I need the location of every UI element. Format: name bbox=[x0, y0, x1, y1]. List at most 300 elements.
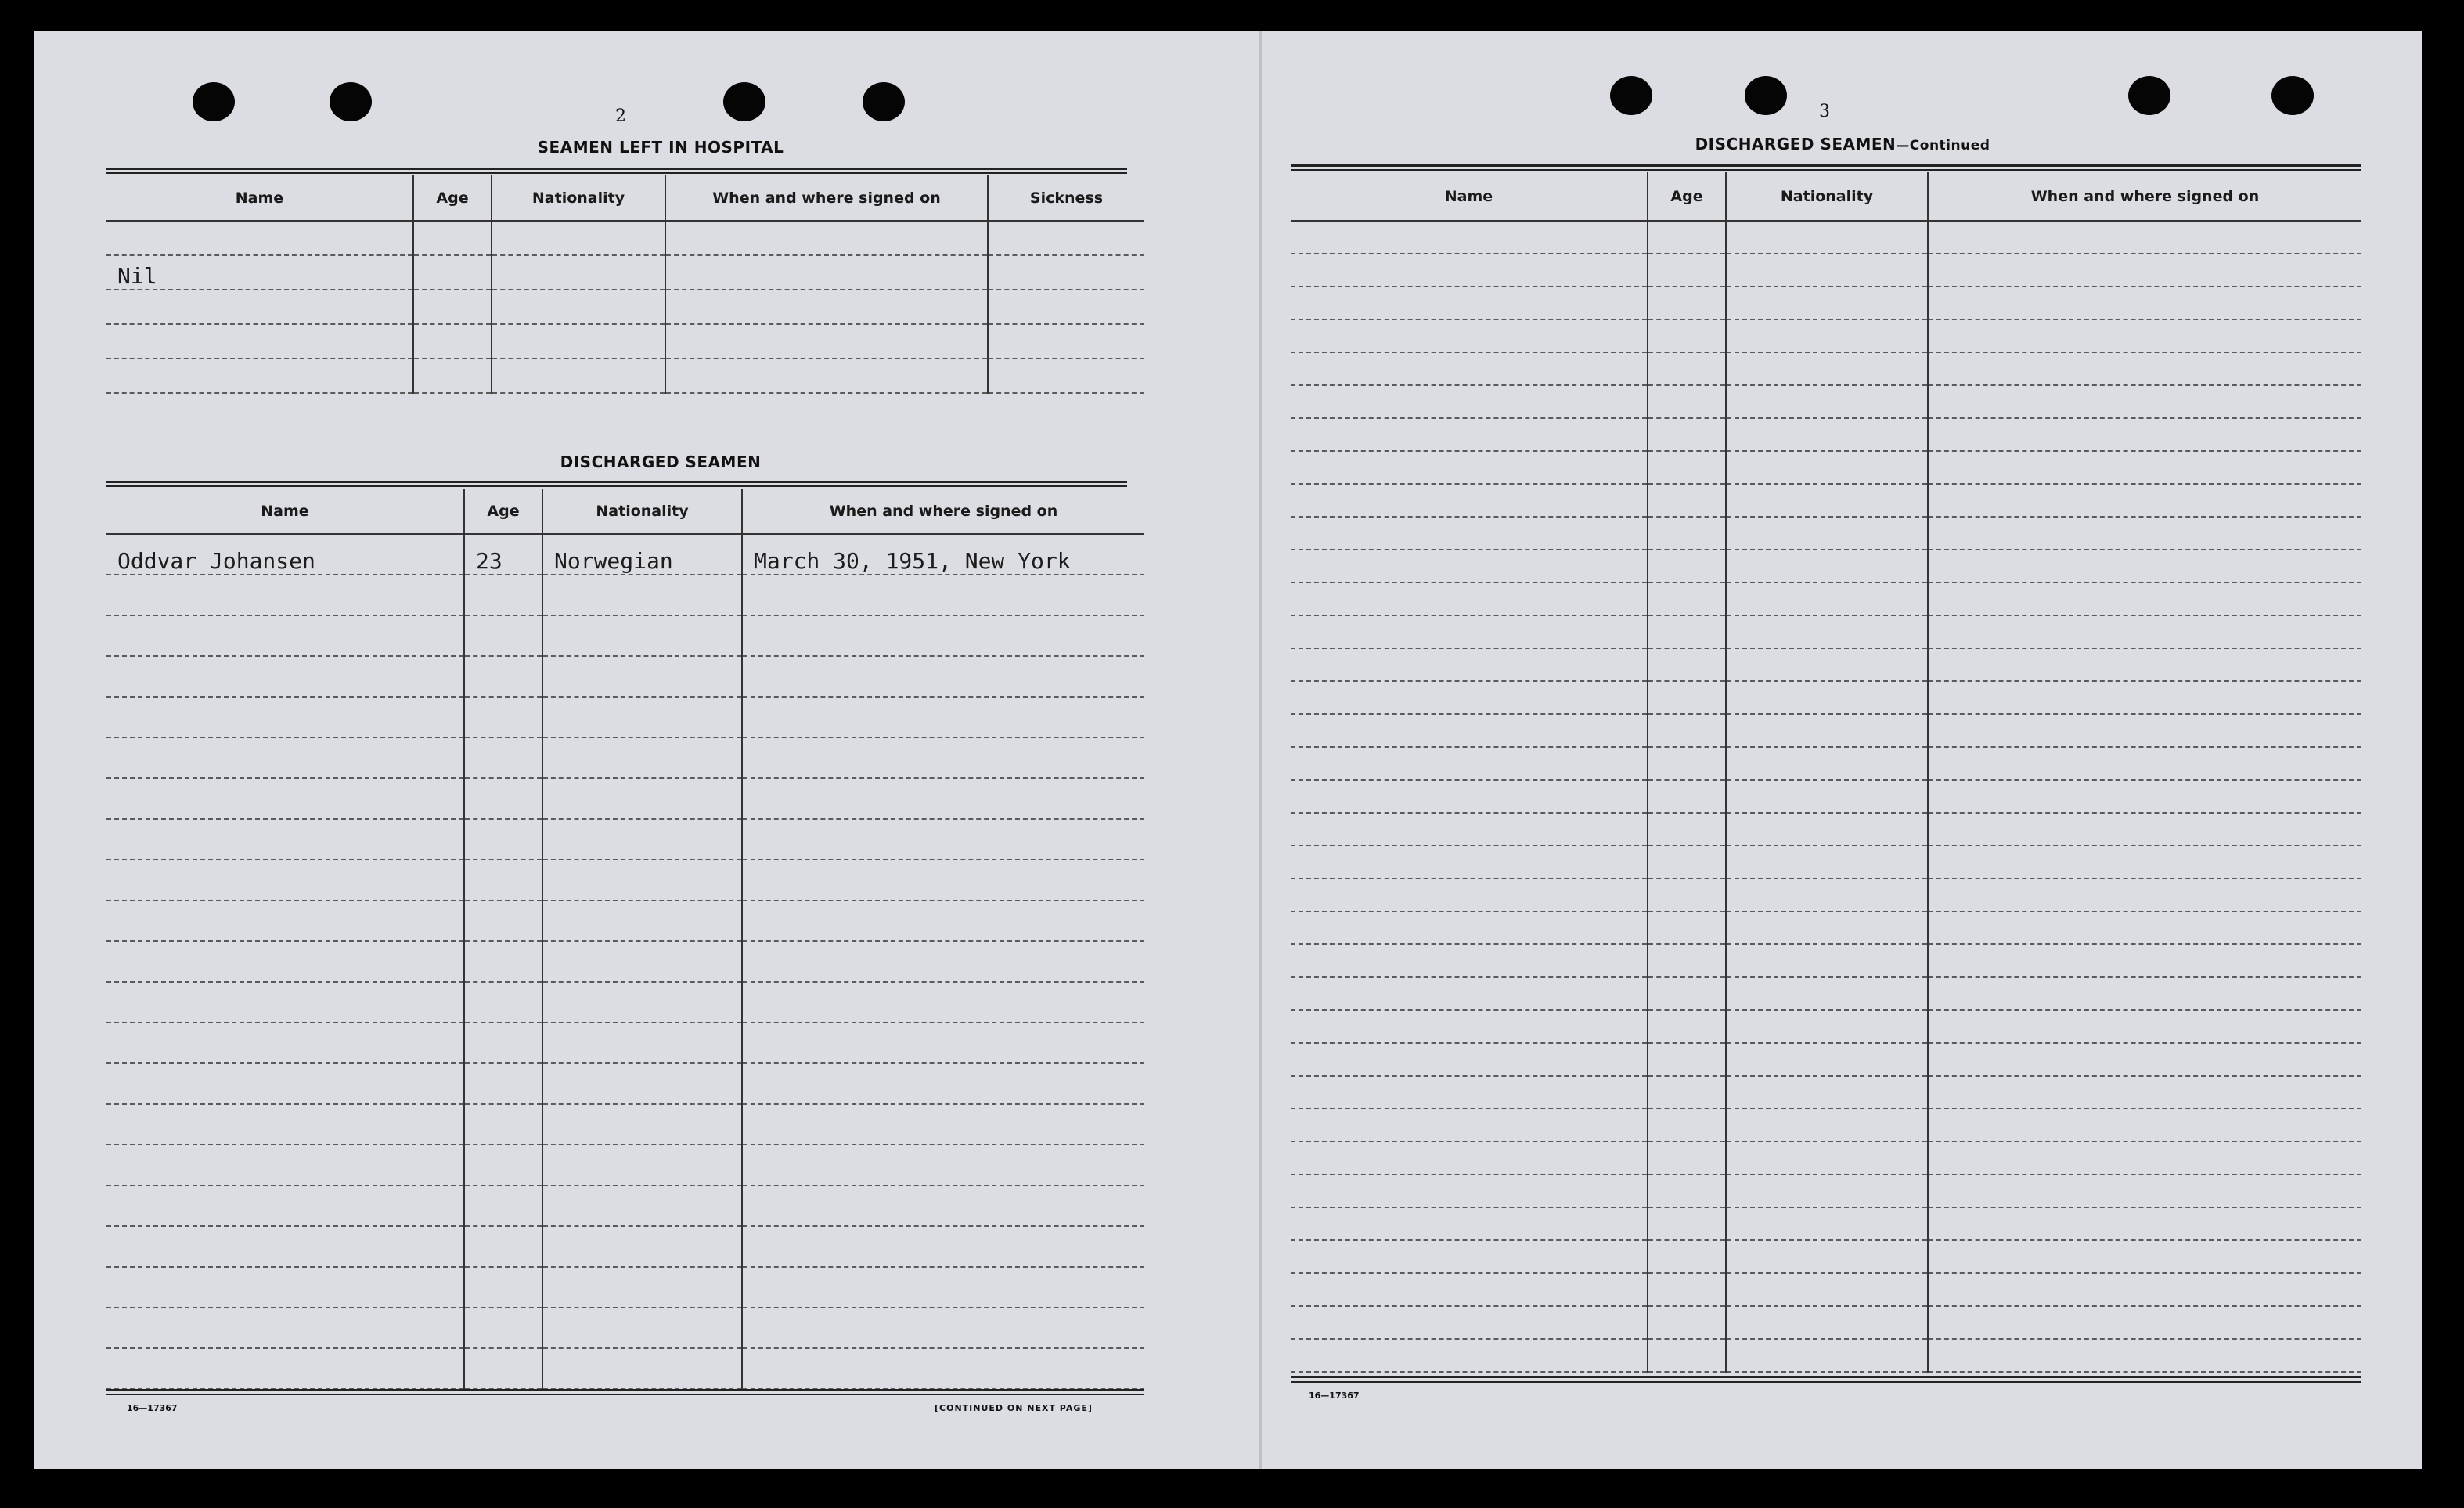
table-cell bbox=[542, 860, 742, 900]
discharged-section-title: DISCHARGED SEAMEN bbox=[560, 453, 762, 471]
table-cell bbox=[542, 1185, 742, 1226]
table-cell bbox=[106, 778, 464, 819]
table-cell bbox=[106, 1226, 464, 1267]
table-cell bbox=[742, 697, 1144, 738]
table-row bbox=[1291, 846, 2361, 878]
table-cell bbox=[1726, 615, 1928, 648]
table-cell bbox=[1726, 287, 1928, 319]
table-cell bbox=[542, 1063, 742, 1104]
table-cell bbox=[988, 255, 1144, 290]
table-row bbox=[1291, 1273, 2361, 1306]
table-cell bbox=[1648, 254, 1726, 287]
table-cell bbox=[1928, 911, 2361, 944]
table-cell bbox=[742, 615, 1144, 656]
continued-top-rule bbox=[1291, 164, 2361, 171]
table-cell bbox=[1291, 813, 1648, 846]
table-cell bbox=[742, 1104, 1144, 1145]
table-row bbox=[106, 982, 1144, 1023]
table-cell bbox=[542, 941, 742, 982]
continued-suffix: —Continued bbox=[1896, 138, 1990, 153]
table-cell bbox=[742, 1185, 1144, 1226]
table-cell bbox=[542, 1023, 742, 1063]
table-row bbox=[106, 900, 1144, 941]
discharged-top-rule bbox=[106, 481, 1127, 487]
table-cell bbox=[1648, 287, 1726, 319]
table-row bbox=[1291, 221, 2361, 254]
table-cell bbox=[1928, 714, 2361, 747]
table-cell bbox=[1648, 813, 1726, 846]
table-cell: Norwegian bbox=[542, 534, 742, 575]
table-cell bbox=[1726, 1076, 1928, 1109]
table-cell bbox=[1648, 977, 1726, 1010]
table-row bbox=[1291, 1109, 2361, 1142]
table-cell bbox=[464, 1308, 542, 1348]
table-cell bbox=[1648, 1207, 1726, 1240]
table-row bbox=[1291, 615, 2361, 648]
table-cell: 23 bbox=[464, 534, 542, 575]
table-cell bbox=[492, 359, 665, 393]
table-cell bbox=[1648, 747, 1726, 780]
table-cell bbox=[542, 656, 742, 697]
table-row bbox=[106, 290, 1144, 324]
table-cell bbox=[464, 575, 542, 615]
table-cell bbox=[1648, 484, 1726, 517]
table-cell bbox=[1648, 1273, 1726, 1306]
table-cell bbox=[106, 359, 413, 393]
table-cell bbox=[1291, 451, 1648, 484]
table-cell bbox=[1648, 648, 1726, 681]
table-row bbox=[1291, 1174, 2361, 1207]
table-row bbox=[1291, 681, 2361, 714]
table-cell bbox=[1291, 319, 1648, 352]
table-cell bbox=[413, 324, 492, 359]
table-cell bbox=[106, 615, 464, 656]
table-row bbox=[1291, 484, 2361, 517]
discharged-continued-title bbox=[1584, 135, 2101, 153]
column-header-name: Name bbox=[106, 489, 464, 534]
bottom-rule-left bbox=[106, 1389, 1144, 1395]
table-cell bbox=[464, 1104, 542, 1145]
table-cell bbox=[1291, 385, 1648, 418]
table-cell bbox=[742, 860, 1144, 900]
table-cell bbox=[464, 1023, 542, 1063]
table-row bbox=[1291, 813, 2361, 846]
table-row bbox=[106, 534, 1144, 575]
table-row bbox=[106, 738, 1144, 778]
table-cell bbox=[542, 819, 742, 860]
table-row bbox=[1291, 517, 2361, 550]
table-cell bbox=[1291, 1339, 1648, 1372]
table-cell bbox=[742, 941, 1144, 982]
table-cell bbox=[1291, 714, 1648, 747]
table-cell bbox=[492, 290, 665, 324]
table-row bbox=[1291, 1306, 2361, 1339]
table-row bbox=[1291, 878, 2361, 911]
table-cell bbox=[542, 1267, 742, 1308]
table-cell bbox=[1928, 1207, 2361, 1240]
table-cell bbox=[1928, 1043, 2361, 1076]
table-row bbox=[1291, 977, 2361, 1010]
table-cell bbox=[665, 290, 988, 324]
table-cell bbox=[464, 1226, 542, 1267]
table-cell bbox=[665, 221, 988, 255]
table-cell bbox=[1648, 1306, 1726, 1339]
table-row bbox=[1291, 944, 2361, 977]
table-cell bbox=[1648, 1142, 1726, 1174]
table-row bbox=[1291, 254, 2361, 287]
table-cell bbox=[1928, 878, 2361, 911]
table-row bbox=[106, 255, 1144, 290]
table-cell bbox=[1726, 484, 1928, 517]
punch-hole bbox=[723, 82, 765, 121]
table-cell bbox=[1726, 1142, 1928, 1174]
table-row bbox=[106, 819, 1144, 860]
table-cell bbox=[542, 738, 742, 778]
table-cell bbox=[1928, 1240, 2361, 1273]
table-cell bbox=[106, 1145, 464, 1185]
table-row bbox=[1291, 1339, 2361, 1372]
table-row bbox=[106, 221, 1144, 255]
table-row bbox=[1291, 911, 2361, 944]
table-cell bbox=[988, 221, 1144, 255]
table-row bbox=[106, 1348, 1144, 1389]
table-cell bbox=[1648, 1109, 1726, 1142]
table-row bbox=[106, 1308, 1144, 1348]
table-cell bbox=[542, 697, 742, 738]
table-cell bbox=[1648, 1076, 1726, 1109]
table-cell bbox=[1291, 1240, 1648, 1273]
table-cell bbox=[106, 1185, 464, 1226]
table-cell bbox=[106, 819, 464, 860]
table-cell bbox=[1928, 944, 2361, 977]
table-cell bbox=[1291, 418, 1648, 451]
table-cell bbox=[742, 656, 1144, 697]
table-cell bbox=[1291, 747, 1648, 780]
table-cell bbox=[492, 255, 665, 290]
table-row bbox=[1291, 385, 2361, 418]
table-cell bbox=[106, 738, 464, 778]
table-cell bbox=[542, 1145, 742, 1185]
column-header-age: Age bbox=[1648, 172, 1726, 221]
table-cell bbox=[1648, 352, 1726, 385]
table-cell bbox=[1726, 977, 1928, 1010]
table-cell bbox=[106, 697, 464, 738]
table-cell bbox=[106, 1104, 464, 1145]
column-header-signed-on: When and where signed on bbox=[742, 489, 1144, 534]
table-cell bbox=[742, 1023, 1144, 1063]
table-cell bbox=[106, 900, 464, 941]
table-cell bbox=[665, 255, 988, 290]
table-cell bbox=[1928, 1174, 2361, 1207]
table-cell bbox=[542, 1104, 742, 1145]
table-cell bbox=[1648, 681, 1726, 714]
table-cell bbox=[1928, 221, 2361, 254]
table-row bbox=[1291, 780, 2361, 813]
table-cell bbox=[1928, 1273, 2361, 1306]
bottom-rule-right bbox=[1291, 1376, 2361, 1383]
hospital-section-title: SEAMEN LEFT IN HOSPITAL bbox=[537, 138, 784, 157]
table-row bbox=[1291, 583, 2361, 615]
table-cell bbox=[106, 982, 464, 1023]
table-cell bbox=[1928, 681, 2361, 714]
table-cell bbox=[542, 982, 742, 1023]
table-cell bbox=[1648, 418, 1726, 451]
table-cell bbox=[1648, 1174, 1726, 1207]
table-cell bbox=[1648, 1240, 1726, 1273]
table-row bbox=[1291, 1142, 2361, 1174]
table-row bbox=[106, 575, 1144, 615]
column-header-name: Name bbox=[106, 175, 413, 221]
table-row bbox=[1291, 1076, 2361, 1109]
table-cell bbox=[464, 1145, 542, 1185]
table-cell bbox=[1726, 254, 1928, 287]
table-row bbox=[106, 1104, 1144, 1145]
table-cell bbox=[106, 290, 413, 324]
table-cell bbox=[464, 860, 542, 900]
table-cell bbox=[1928, 254, 2361, 287]
table-row bbox=[106, 324, 1144, 359]
table-cell bbox=[464, 982, 542, 1023]
table-cell bbox=[1291, 846, 1648, 878]
table-cell bbox=[1291, 1174, 1648, 1207]
table-cell: Oddvar Johansen bbox=[106, 534, 464, 575]
table-cell bbox=[106, 1348, 464, 1389]
page-number-right: 3 bbox=[1819, 102, 1830, 121]
table-cell bbox=[988, 324, 1144, 359]
table-cell bbox=[742, 982, 1144, 1023]
table-cell bbox=[1726, 1273, 1928, 1306]
table-cell bbox=[1291, 878, 1648, 911]
column-header-signed-on: When and where signed on bbox=[1928, 172, 2361, 221]
table-cell bbox=[1648, 385, 1726, 418]
table-cell bbox=[1291, 1010, 1648, 1043]
table-cell bbox=[1291, 221, 1648, 254]
table-cell bbox=[1726, 747, 1928, 780]
table-cell bbox=[988, 359, 1144, 393]
table-row bbox=[1291, 352, 2361, 385]
table-row bbox=[106, 1023, 1144, 1063]
table-cell bbox=[1648, 517, 1726, 550]
table-cell bbox=[464, 778, 542, 819]
table-row bbox=[1291, 287, 2361, 319]
punch-hole bbox=[863, 82, 905, 121]
table-cell bbox=[542, 1308, 742, 1348]
table-cell bbox=[106, 221, 413, 255]
table-cell bbox=[1726, 385, 1928, 418]
table-row bbox=[106, 359, 1144, 393]
table-cell bbox=[1648, 583, 1726, 615]
punch-hole bbox=[1610, 76, 1652, 115]
table-cell bbox=[542, 615, 742, 656]
table-cell bbox=[1291, 583, 1648, 615]
table-cell bbox=[492, 324, 665, 359]
punch-hole bbox=[330, 82, 372, 121]
table-cell bbox=[464, 697, 542, 738]
hospital-table bbox=[106, 175, 1144, 394]
table-cell bbox=[106, 1267, 464, 1308]
table-cell bbox=[106, 575, 464, 615]
table-cell bbox=[106, 1308, 464, 1348]
table-cell bbox=[413, 290, 492, 324]
table-cell bbox=[1726, 813, 1928, 846]
form-number-right: 16—17367 bbox=[1309, 1391, 1360, 1401]
table-cell bbox=[742, 1226, 1144, 1267]
table-row bbox=[1291, 319, 2361, 352]
table-cell bbox=[1648, 714, 1726, 747]
table-cell bbox=[413, 359, 492, 393]
column-header-age: Age bbox=[413, 175, 492, 221]
table-cell bbox=[1648, 878, 1726, 911]
table-cell bbox=[1726, 944, 1928, 977]
table-cell bbox=[1648, 1339, 1726, 1372]
table-cell bbox=[413, 221, 492, 255]
document-sheet bbox=[34, 31, 2422, 1469]
table-row bbox=[106, 860, 1144, 900]
table-cell bbox=[1928, 846, 2361, 878]
table-cell bbox=[1928, 352, 2361, 385]
column-header-name: Name bbox=[1291, 172, 1648, 221]
table-row bbox=[106, 1145, 1144, 1185]
column-header-age: Age bbox=[464, 489, 542, 534]
table-cell bbox=[1648, 911, 1726, 944]
table-cell bbox=[1726, 911, 1928, 944]
table-cell bbox=[742, 1063, 1144, 1104]
table-cell bbox=[464, 738, 542, 778]
table-cell bbox=[1928, 747, 2361, 780]
table-cell bbox=[1648, 1043, 1726, 1076]
table-cell bbox=[1928, 1339, 2361, 1372]
table-cell bbox=[1928, 813, 2361, 846]
table-cell bbox=[1648, 846, 1726, 878]
column-header-signed-on: When and where signed on bbox=[665, 175, 988, 221]
table-cell bbox=[1726, 648, 1928, 681]
table-row bbox=[106, 1267, 1144, 1308]
table-cell bbox=[1291, 1207, 1648, 1240]
table-cell bbox=[1726, 1043, 1928, 1076]
column-header-nationality: Nationality bbox=[542, 489, 742, 534]
table-cell bbox=[1726, 780, 1928, 813]
table-cell bbox=[1726, 1174, 1928, 1207]
table-row bbox=[106, 941, 1144, 982]
table-cell bbox=[1648, 319, 1726, 352]
table-cell bbox=[464, 1348, 542, 1389]
table-cell bbox=[464, 1185, 542, 1226]
table-cell bbox=[1648, 221, 1726, 254]
table-cell bbox=[1928, 1142, 2361, 1174]
table-cell bbox=[1291, 944, 1648, 977]
table-cell bbox=[106, 656, 464, 697]
table-cell bbox=[742, 900, 1144, 941]
table-cell bbox=[1726, 418, 1928, 451]
table-cell bbox=[1291, 1142, 1648, 1174]
table-cell bbox=[665, 324, 988, 359]
table-cell bbox=[1928, 287, 2361, 319]
table-cell bbox=[1928, 1010, 2361, 1043]
table-cell bbox=[988, 290, 1144, 324]
table-cell bbox=[464, 656, 542, 697]
table-cell bbox=[1291, 911, 1648, 944]
table-cell bbox=[1928, 583, 2361, 615]
table-cell bbox=[1648, 550, 1726, 583]
table-row bbox=[1291, 648, 2361, 681]
table-cell bbox=[542, 1348, 742, 1389]
table-row bbox=[1291, 1043, 2361, 1076]
table-row bbox=[1291, 418, 2361, 451]
table-row bbox=[1291, 451, 2361, 484]
punch-hole bbox=[193, 82, 235, 121]
table-cell bbox=[106, 1023, 464, 1063]
table-cell bbox=[1648, 1010, 1726, 1043]
table-cell bbox=[106, 941, 464, 982]
table-cell: Nil bbox=[106, 255, 413, 290]
table-row bbox=[1291, 1240, 2361, 1273]
table-cell bbox=[1726, 451, 1928, 484]
table-cell bbox=[1291, 517, 1648, 550]
table-cell bbox=[464, 1063, 542, 1104]
form-number-left: 16—17367 bbox=[127, 1403, 178, 1413]
table-cell bbox=[542, 1226, 742, 1267]
table-cell bbox=[1291, 550, 1648, 583]
table-cell bbox=[665, 359, 988, 393]
table-cell bbox=[742, 738, 1144, 778]
table-cell bbox=[1726, 550, 1928, 583]
table-cell bbox=[464, 941, 542, 982]
table-row bbox=[1291, 1010, 2361, 1043]
table-cell bbox=[1726, 1010, 1928, 1043]
table-cell bbox=[1291, 1109, 1648, 1142]
table-cell bbox=[1928, 319, 2361, 352]
table-cell bbox=[1726, 1240, 1928, 1273]
table-row bbox=[106, 1063, 1144, 1104]
page-fold bbox=[1259, 31, 1262, 1469]
table-cell bbox=[742, 1308, 1144, 1348]
table-cell bbox=[1928, 385, 2361, 418]
table-cell bbox=[1726, 681, 1928, 714]
table-cell bbox=[542, 900, 742, 941]
table-row bbox=[106, 656, 1144, 697]
table-cell bbox=[1291, 1273, 1648, 1306]
table-cell bbox=[1291, 681, 1648, 714]
table-cell bbox=[1291, 1043, 1648, 1076]
column-header-nationality: Nationality bbox=[492, 175, 665, 221]
table-cell bbox=[1928, 550, 2361, 583]
table-cell bbox=[1726, 221, 1928, 254]
table-cell bbox=[1928, 1306, 2361, 1339]
punch-hole bbox=[2271, 76, 2314, 115]
table-cell bbox=[1648, 615, 1726, 648]
table-cell bbox=[1291, 254, 1648, 287]
table-cell bbox=[464, 615, 542, 656]
table-cell bbox=[1291, 287, 1648, 319]
table-cell bbox=[1726, 352, 1928, 385]
table-row bbox=[106, 697, 1144, 738]
table-cell bbox=[1928, 648, 2361, 681]
table-row bbox=[1291, 747, 2361, 780]
table-cell bbox=[1291, 648, 1648, 681]
table-cell: March 30, 1951, New York bbox=[742, 534, 1144, 575]
table-cell bbox=[464, 819, 542, 860]
table-cell bbox=[542, 575, 742, 615]
table-cell bbox=[1928, 1076, 2361, 1109]
table-row bbox=[106, 615, 1144, 656]
table-cell bbox=[1928, 615, 2361, 648]
table-cell bbox=[492, 221, 665, 255]
table-cell bbox=[1726, 583, 1928, 615]
table-cell bbox=[1726, 517, 1928, 550]
table-cell bbox=[1928, 484, 2361, 517]
table-cell bbox=[1928, 517, 2361, 550]
table-cell bbox=[1726, 319, 1928, 352]
